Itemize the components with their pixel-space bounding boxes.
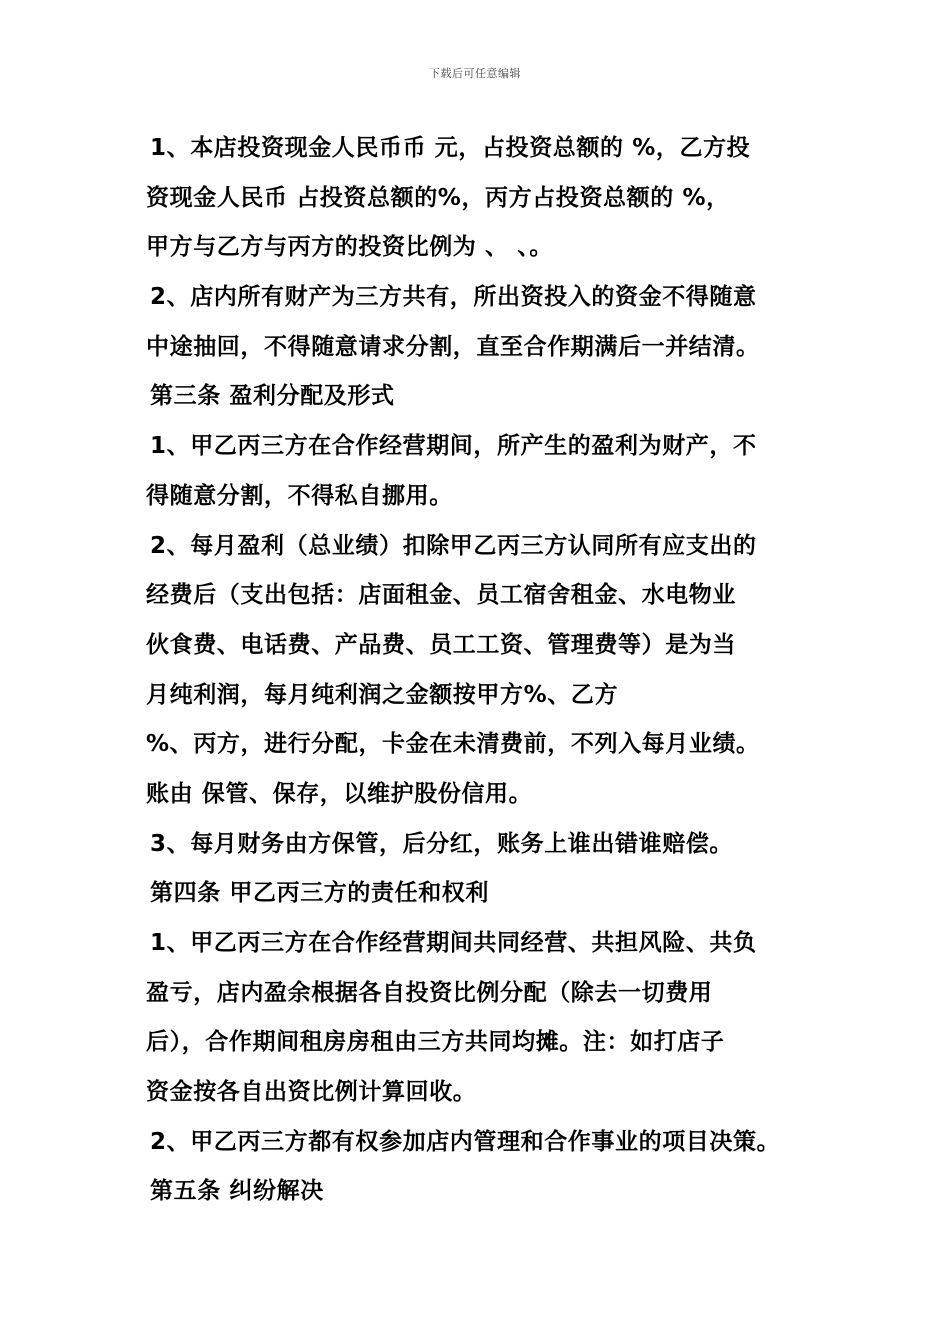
text-line: 第五条 纠纷解决 xyxy=(150,1178,324,1205)
text-line: 中途抽回，不得随意请求分割，直至合作期满后一并结清。 xyxy=(146,333,760,360)
text-line: 1、本店投资现金人民币币 元，占投资总额的 %，乙方投 xyxy=(150,135,751,161)
text-line: 2、店内所有财产为三方共有，所出资投入的资金不得随意 xyxy=(150,284,757,311)
text-line: 2、甲乙丙三方都有权参加店内管理和合作事业的项目决策。 xyxy=(150,1128,781,1155)
text-line: 2、每月盈利（总业绩）扣除甲乙丙三方认同所有应支出的 xyxy=(150,532,757,559)
text-line: 资金按各自出资比例计算回收。 xyxy=(146,1079,477,1106)
text-line: 1、甲乙丙三方在合作经营期间，所产生的盈利为财产，不 xyxy=(150,433,757,460)
text-line: 账由 保管、保存，以维护股份信用。 xyxy=(146,780,533,807)
text-line: 第三条 盈利分配及形式 xyxy=(150,383,395,410)
text-line: 经费后（支出包括：店面租金、员工宿舍租金、水电物业 xyxy=(146,582,736,609)
text-line: 月纯利润，每月纯利润之金额按甲方%、乙方 xyxy=(146,681,619,708)
text-line: 第四条 甲乙丙三方的责任和权利 xyxy=(150,880,490,907)
text-line: 资现金人民币 占投资总额的%，丙方占投资总额的 %， xyxy=(146,184,730,211)
text-line: 3、每月财务由方保管，后分红，账务上谁出错谁赔偿。 xyxy=(150,830,734,857)
text-line: %、丙方，进行分配，卡金在未清费前，不列入每月业绩。 xyxy=(146,731,760,758)
page-header: 下载后可任意编辑 xyxy=(429,67,521,80)
contract-body xyxy=(146,124,846,1217)
text-line: 盈亏，店内盈余根据各自投资比例分配（除去一切费用 xyxy=(146,979,713,1006)
text-line: 后），合作期间租房房租由三方共同均摊。注：如打店子 xyxy=(146,1029,725,1056)
text-line: 甲方与乙方与丙方的投资比例为 、 、。 xyxy=(146,234,553,261)
text-line: 伙食费、电话费、产品费、员工工资、管理费等）是为当 xyxy=(146,631,736,658)
text-line: 得随意分割，不得私自挪用。 xyxy=(146,482,453,509)
text-line: 1、甲乙丙三方在合作经营期间共同经营、共担风险、共负 xyxy=(150,930,757,956)
